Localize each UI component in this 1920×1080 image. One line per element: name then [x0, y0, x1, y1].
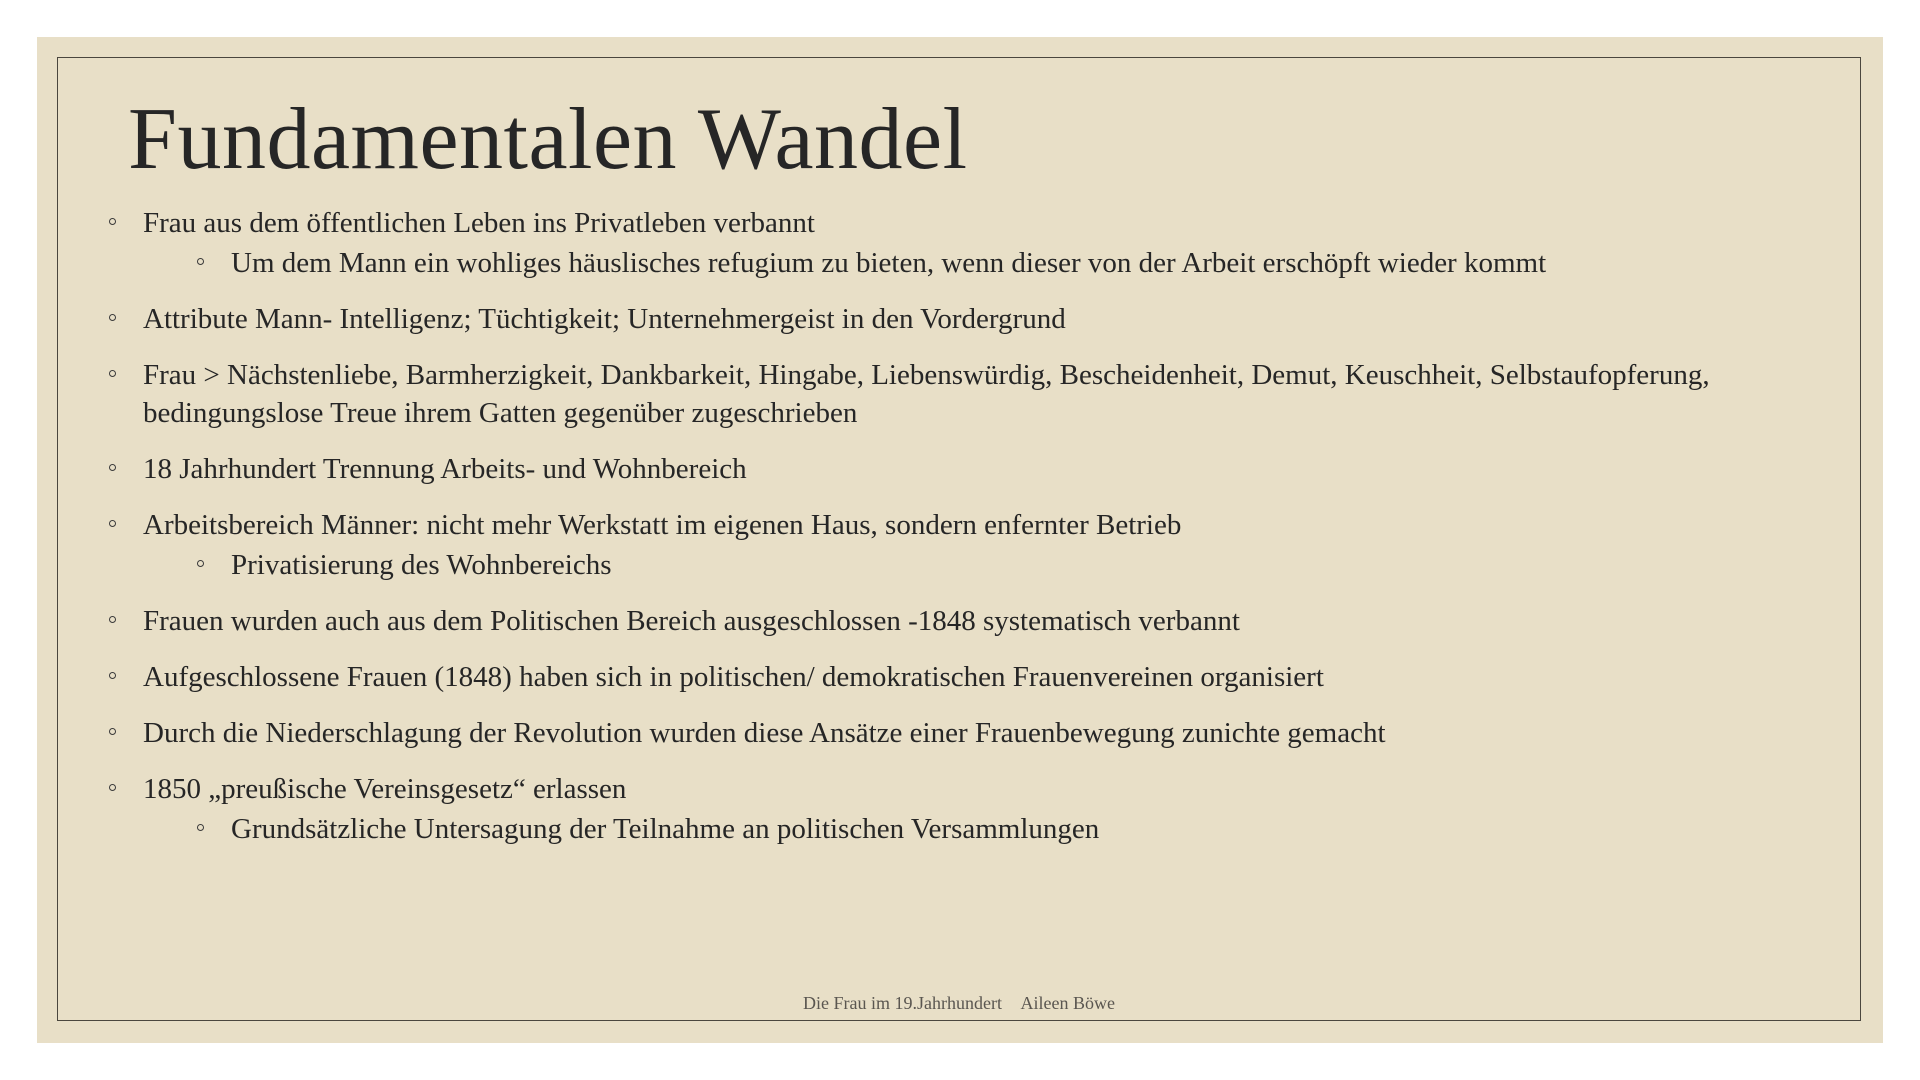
bullet-text: Durch die Niederschlagung der Revolution wurden diese Ansätze einer Frauenbewegung zunichte gemacht: [143, 717, 1386, 749]
bullet-item: [86, 770, 1846, 848]
bullet-text: Attribute Mann- Intelligenz; Tüchtigkeit; Unternehmergeist in den Vordergrund: [143, 303, 1066, 335]
bullet-item: [86, 658, 1846, 696]
slide-footer: [58, 993, 1860, 1014]
bullet-item: [86, 602, 1846, 640]
bullet-item: [86, 450, 1846, 488]
sub-bullet-text: Grundsätzliche Untersagung der Teilnahme an politischen Versammlungen: [174, 810, 1846, 848]
slide-title: Fundamentalen Wandel: [128, 91, 968, 188]
bullet-text: Aufgeschlossene Frauen (1848) haben sich in politischen/ demokratischen Frauenvereinen organisiert: [143, 661, 1324, 693]
bullet-item: [86, 714, 1846, 752]
slide: [37, 37, 1883, 1043]
bullet-text: 1850 „preußische Vereinsgesetz“ erlassen: [143, 773, 627, 805]
bullet-text: Frau > Nächstenliebe, Barmherzigkeit, Dankbarkeit, Hingabe, Liebenswürdig, Bescheidenheit, Demut, Keuschheit, Selbstaufopferung, bedingungslose Treue ihrem Gatten gegenüber zugeschrieben: [143, 359, 1710, 429]
bullet-text: 18 Jahrhundert Trennung Arbeits- und Wohnbereich: [143, 453, 747, 485]
bullet-item: [86, 506, 1846, 584]
bullet-text: Arbeitsbereich Männer: nicht mehr Werkstatt im eigenen Haus, sondern enfernter Betrieb: [143, 509, 1182, 541]
footer-author: Aileen Böwe: [1020, 993, 1115, 1013]
bullet-item: [86, 356, 1846, 432]
bullet-item: [86, 300, 1846, 338]
bullet-text: Frauen wurden auch aus dem Politischen Bereich ausgeschlossen -1848 systematisch verbannt: [143, 605, 1240, 637]
bullet-text: Frau aus dem öffentlichen Leben ins Privatleben verbannt: [143, 207, 815, 239]
sub-bullet-text: Um dem Mann ein wohliges häuslisches refugium zu bieten, wenn dieser von der Arbeit erschöpft wieder kommt: [174, 244, 1846, 282]
bullet-item: [86, 204, 1846, 282]
footer-topic: Die Frau im 19.Jahrhundert: [803, 993, 1002, 1013]
bullet-list: [86, 204, 1846, 866]
slide-border: [57, 57, 1861, 1021]
sub-bullet-text: Privatisierung des Wohnbereichs: [174, 546, 1846, 584]
